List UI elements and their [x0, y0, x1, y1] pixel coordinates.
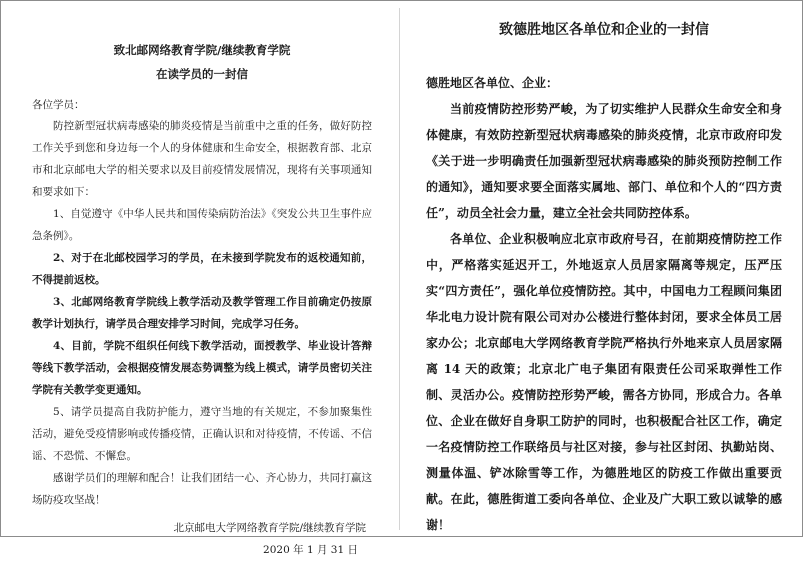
left-letter-page	[32, 0, 372, 556]
left-letter-paragraph: 感谢学员们的理解和配合！让我们团结一心、齐心协力，共同打赢这场防疫攻坚战！	[32, 472, 372, 506]
left-letter-paragraph: 防控新型冠状病毒感染的肺炎疫情是当前重中之重的任务，做好防控工作关乎到您和身边每一个人的身体健康和生命安全，根据教育部、北京市和北京邮电大学的相关要求以及目前疫情发展情况，现将有关事项通知和要求如下：	[32, 120, 372, 198]
right-letter-salutation: 德胜地区各单位、企业：	[426, 76, 559, 90]
left-letter-paragraph: 4、目前，学院不组织任何线下教学活动，面授教学、毕业设计答辩等线下教学活动，会根据疫情发展态势调整为线上模式，请学员密切关注学院有关教学变更通知。	[32, 340, 372, 396]
left-letter-title-line-2: 在读学员的一封信	[156, 67, 248, 81]
left-letter-paragraph: 2、对于在北邮校园学习的学员，在未接到学院发布的返校通知前，不得提前返校。	[32, 252, 372, 286]
right-letter-title: 致德胜地区各单位和企业的一封信	[499, 22, 709, 38]
left-letter-date: 2020 年 1 月 31 日	[263, 544, 358, 556]
page-divider	[399, 8, 400, 530]
left-letter-paragraph: 3、北邮网络教育学院线上教学活动及教学管理工作目前确定仍按原教学计划执行，请学员合理安排学习时间，完成学习任务。	[32, 296, 372, 330]
left-letter-title-line-1: 致北邮网络教育学院/继续教育学院	[113, 43, 291, 57]
left-letter-signature: 北京邮电大学网络教育学院/继续教育学院	[173, 522, 366, 534]
left-letter-salutation: 各位学员：	[32, 99, 85, 111]
left-letter-paragraph: 1、自觉遵守《中华人民共和国传染病防治法》《突发公共卫生事件应急条例》。	[32, 208, 372, 242]
left-letter-paragraph: 5、请学员提高自我防护能力，遵守当地的有关规定，不参加聚集性活动，避免受疫情影响或传播疫情，正确认识和对待疫情，不传谣、不信谣、不恐慌、不懈怠。	[32, 406, 372, 462]
right-letter-page	[426, 0, 782, 532]
right-letter-paragraph: 各单位、企业积极响应北京市政府号召，在前期疫情防控工作中，严格落实延迟开工，外地返京人员居家隔离等规定，压严压实“四方责任”，强化单位疫情防控。其中，中国电力工程顾问集团华北电力设计院有限公司对办公楼进行整体封闭，要求全体员工居家办公；北京邮电大学网络教育学院严格执行外地来京人员居家隔离 14 天的政策；北京北广电子集团有限责任公司采取弹性工作制、灵活办公。疫情防控形势严峻，需各方协同，形成合力。各单位、企业在做好自身职工防护的同时，也积极配合社区工作，确定一名疫情防控工作联络员与社区对接，参与社区封闭、执勤站岗、测量体温、铲冰除雪等工作，为德胜地区的防疫工作做出重要贡献。在此，德胜街道工委向各单位、企业及广大职工致以诚挚的感谢！	[426, 232, 782, 532]
right-letter-paragraph: 当前疫情防控形势严峻，为了切实维护人民群众生命安全和身体健康，有效防控新型冠状病毒感染的肺炎疫情，北京市政府印发《关于进一步明确责任加强新型冠状病毒感染的肺炎预防控制工作的通知》，通知要求要全面落实属地、部门、单位和个人的“四方责任”，动员全社会力量，建立全社会共同防控体系。	[426, 102, 782, 220]
